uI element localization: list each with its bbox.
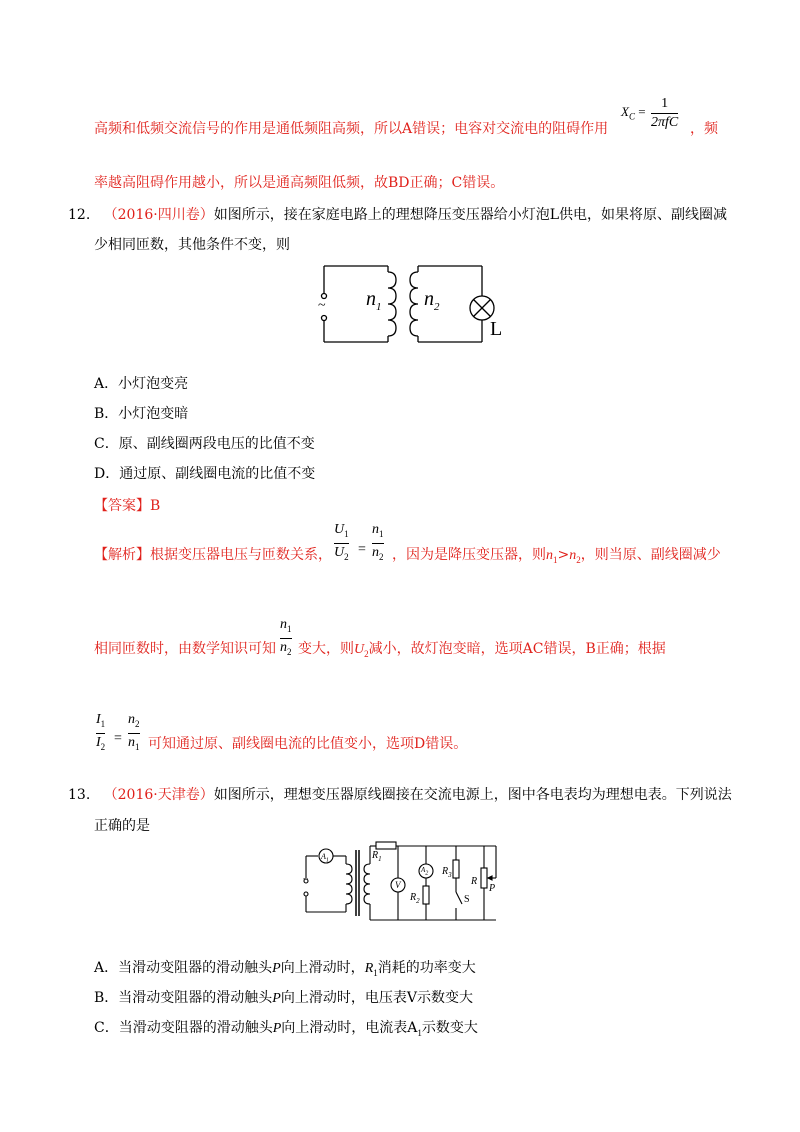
q12-option-c: C．原、副线圈两段电压的比值不变 — [94, 436, 315, 452]
eq-i1-i2: $I_1$ $I_2$ — [96, 712, 106, 752]
eq-sign-1: = — [358, 542, 366, 557]
ammeter-a2-label: $A_2$ — [421, 866, 429, 877]
r2-label: $R_2$ — [410, 892, 420, 905]
q12-option-a: A．小灯泡变亮 — [94, 376, 189, 392]
switch-s-label: S — [464, 894, 470, 905]
q13-option-c: C．当滑动变阻器的滑动触头P向上滑动时，电流表$A_1$示数变大 — [94, 1020, 478, 1038]
q12-analysis-line-2b: 变大，则$U_2$减小，故灯泡变暗，选项AC错误，B正确；根据 — [298, 641, 666, 659]
q12-answer: 【答案】B — [94, 498, 161, 514]
voltmeter-label: V — [395, 880, 401, 890]
q12-analysis-line-2a: 相同匝数时，由数学知识可知 — [94, 641, 276, 657]
explanation-line-1: 高频和低频交流信号的作用是通低频阻高频，所以A错误；电容对交流电的阻碍作用 — [94, 121, 609, 137]
explanation-line-2: 率越高阻碍作用越小，所以是通高频阻低频，故BD正确；C错误。 — [94, 175, 505, 191]
r-label: R — [471, 876, 478, 887]
transformer-lamp-diagram — [310, 258, 510, 348]
eq-n1-over-n2: $n_1$ $n_2$ — [280, 617, 292, 657]
lamp-label: L — [490, 318, 503, 340]
r3-label: $R_3$ — [442, 866, 452, 879]
question-13-stem: 13. （2016·天津卷）如图所示，理想变压器原线圈接在交流电源上，图中各电表均为理想电表。下列说法 — [68, 787, 732, 803]
question-12-stem: 12. （2016·四川卷）如图所示，接在家庭电路上的理想降压变压器给小灯泡L供电，如果将原、副线圈减 — [68, 207, 728, 223]
question-12-stem-2: 少相同匝数，其他条件不变，则 — [94, 237, 290, 253]
ammeter-a1-label: $A_1$ — [321, 852, 329, 864]
reactance-formula: $X_C$ = — [621, 104, 646, 122]
explanation-line-1-tail: ，频 — [690, 121, 718, 137]
question-13-stem-2: 正确的是 — [94, 818, 150, 834]
q13-ac-source-symbol: ~ — [303, 874, 308, 884]
eq-u1-u2: $U_1$ $U_2$ — [334, 522, 349, 562]
q12-analysis-line-1a: 【解析】根据变压器电压与匝数关系， — [94, 547, 332, 563]
q13-option-b: B．当滑动变阻器的滑动触头P向上滑动时，电压表V示数变大 — [94, 990, 473, 1006]
eq-n1-n2: $n_1$ $n_2$ — [372, 522, 384, 562]
eq-n2-n1: $n_2$ $n_1$ — [128, 712, 140, 752]
q12-analysis-line-1b: ，因为是降压变压器，则$n_1>n_2$，则当原、副线圈减少 — [392, 547, 721, 565]
q12-option-b: B．小灯泡变暗 — [94, 406, 189, 422]
n1-label: $n_1$ — [366, 288, 382, 313]
ac-source-symbol: ~ — [318, 298, 326, 313]
q12-analysis-line-3: 可知通过原、副线圈电流的比值变小，选项D错误。 — [148, 736, 468, 752]
q12-option-d: D．通过原、副线圈电流的比值不变 — [94, 466, 316, 482]
slider-p-label: P — [489, 883, 496, 894]
eq-sign-3: = — [114, 731, 122, 746]
reactance-fraction: 1 2πfC — [651, 96, 679, 130]
q13-option-a: A．当滑动变阻器的滑动触头P向上滑动时，$R_1$消耗的功率变大 — [94, 960, 476, 978]
n2-label: $n_2$ — [424, 288, 440, 313]
r1-label: $R_1$ — [372, 850, 382, 863]
